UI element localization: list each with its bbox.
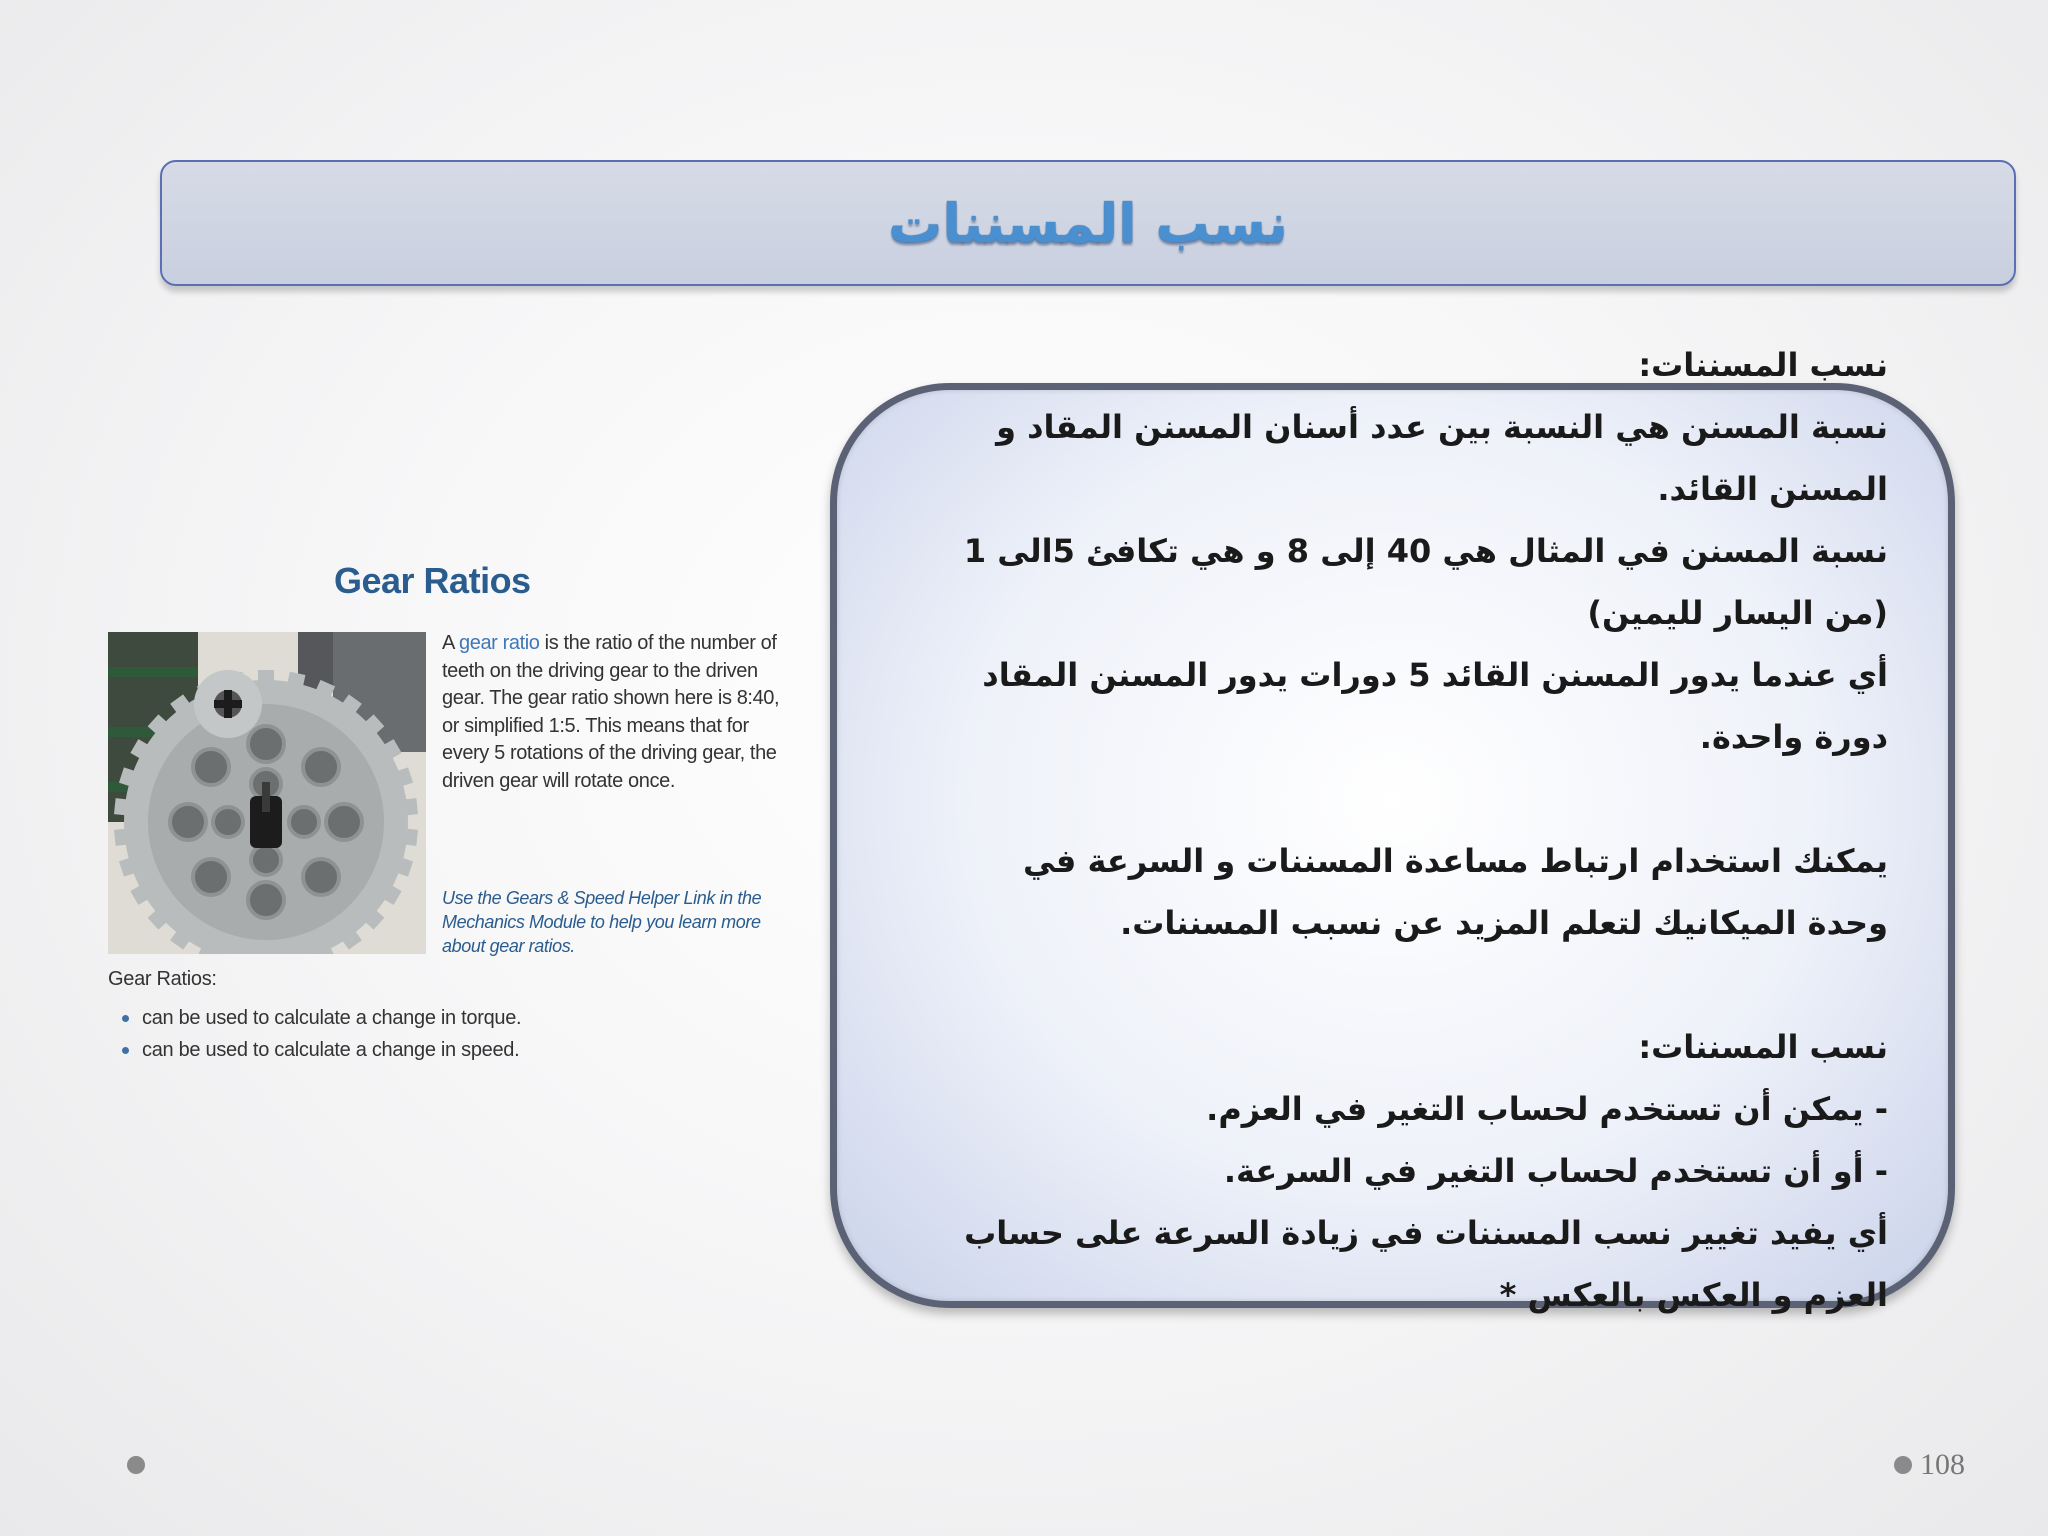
paragraph-heading-1: نسب المسننات: <box>1638 346 1888 384</box>
paragraph-helper-link: يمكنك استخدام ارتباط مساعدة المسننات و السرعة في وحدة الميكانيك لتعلم المزيد عن نسبب المسننات. <box>1023 842 1888 942</box>
list-item: can be used to calculate a change in speed. <box>122 1034 521 1066</box>
figure-description <box>442 630 782 795</box>
desc-rest: is the ratio of the number of teeth on the driving gear to the driven gear. The gear ratio shown here is 8:40, or simplified 1:5. This means that for every 5 rotations of the driving gear, the driven gear will rotate once. <box>442 632 780 792</box>
figure-note: Use the Gears & Speed Helper Link in the Mechanics Module to help you learn more about gear ratios. <box>442 888 762 956</box>
paragraph-definition: نسبة المسنن هي النسبة بين عدد أسنان المسنن المقاد و المسنن القائد. <box>996 408 1888 508</box>
figure-list-title: Gear Ratios: <box>108 968 217 990</box>
desc-term: gear ratio <box>459 632 540 654</box>
desc-prefix: A <box>442 632 459 654</box>
list-item: can be used to calculate a change in torque. <box>122 1002 521 1034</box>
paragraph-meaning: أي عندما يدور المسنن القائد 5 دورات يدور المسنن المقاد دورة واحدة. <box>982 656 1888 756</box>
footer-dot-left <box>127 1456 145 1474</box>
page-number: 108 <box>1920 1448 1965 1481</box>
spacer <box>940 768 1888 830</box>
slide-title-bar <box>160 160 2016 286</box>
paragraph-heading-2: نسب المسننات: <box>1638 1028 1888 1066</box>
arabic-content <box>940 334 1888 1326</box>
paragraph-example: نسبة المسنن في المثال هي 40 إلى 8 و هي تكافئ 5الى 1 (من اليسار لليمين) <box>963 532 1888 632</box>
bullet-torque: - يمكن أن تستخدم لحساب التغير في العزم. <box>1206 1090 1888 1128</box>
paragraph-conclusion: أي يفيد تغيير نسب المسننات في زيادة السرعة على حساب العزم و العكس بالعكس * <box>964 1214 1888 1314</box>
figure-list <box>122 1002 521 1066</box>
footer-dot-right <box>1894 1456 1912 1474</box>
figure-heading: Gear Ratios <box>334 560 531 601</box>
gear-photo <box>108 632 426 954</box>
spacer <box>940 954 1888 1016</box>
slide-title: نسب المسننات <box>888 191 1288 255</box>
gear-icon <box>108 632 426 954</box>
bullet-speed: - أو أن تستخدم لحساب التغير في السرعة. <box>1223 1152 1888 1190</box>
gear-ratios-figure <box>108 560 808 1080</box>
